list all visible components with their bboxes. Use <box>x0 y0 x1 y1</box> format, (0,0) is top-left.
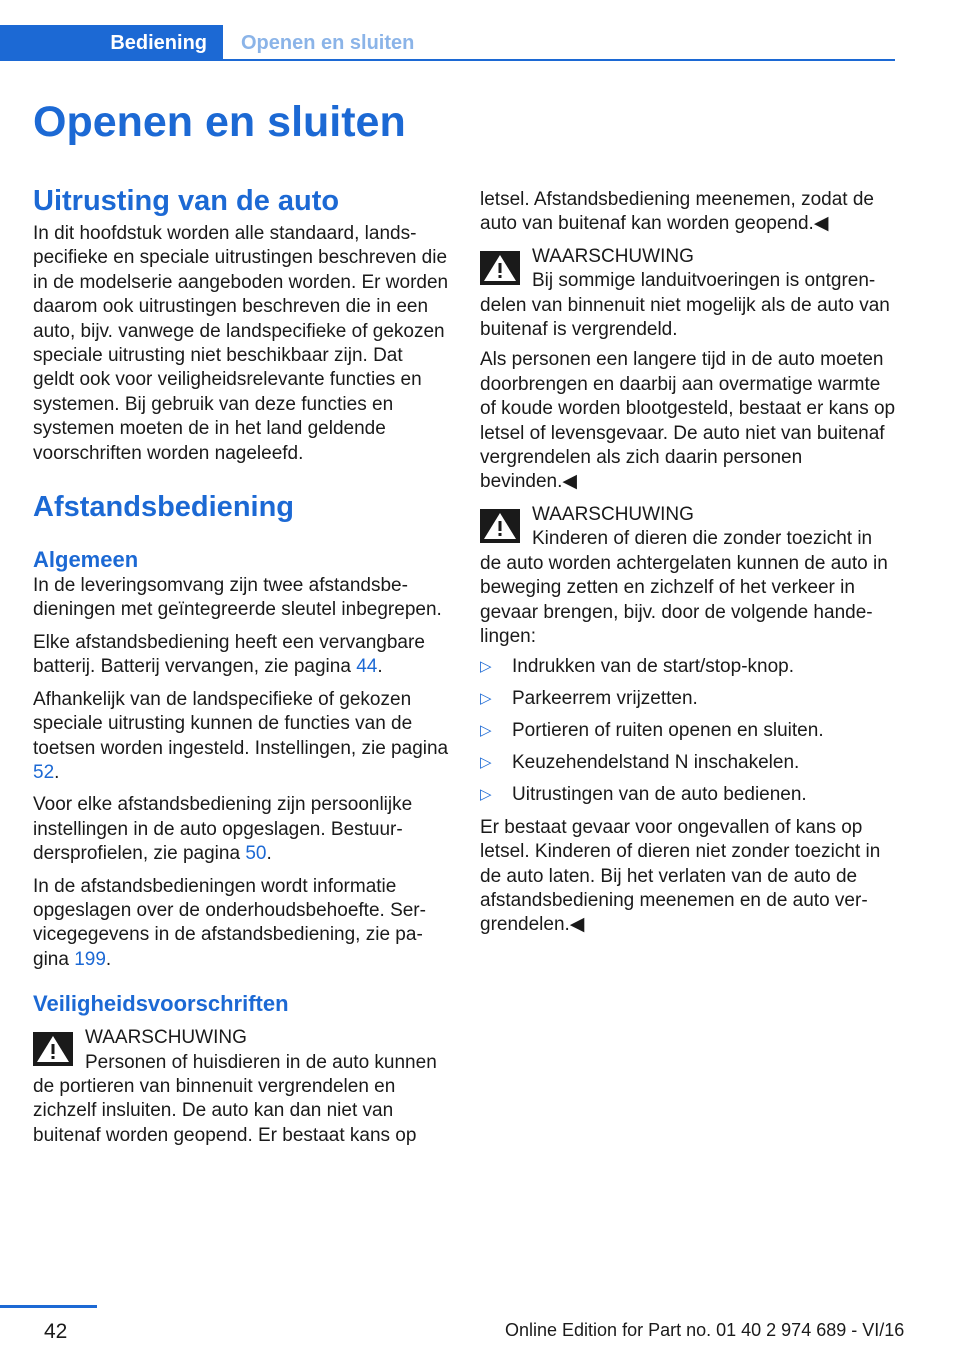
paragraph-continuation: letsel. Afstandsbediening meenemen, zodat de auto van buitenaf kan worden geopend.◀ <box>480 189 874 235</box>
warning-text: Bij sommige landuitvoeringen is ontgrendelen van binnenuit niet mogelijk als de auto van buitenaf is vergrendeld. <box>480 270 890 341</box>
header-tabbar <box>0 25 895 61</box>
page-link-52[interactable]: 52 <box>33 761 55 783</box>
page-link-50[interactable]: 50 <box>245 843 267 865</box>
page-number: 42 <box>44 1320 68 1343</box>
warning-heading: WAARSCHUWING <box>532 503 694 525</box>
text: . <box>377 656 383 678</box>
page-link-199[interactable]: 199 <box>74 948 106 970</box>
text: . <box>54 761 60 783</box>
paragraph-uitrusting: In dit hoofdstuk worden alle standaard, landspecifieke en speciale uitrustingen beschreven die in de modelserie aangeboden worden. Er worden daarom ook uitrustingen beschreven die in een auto, bijv. vanwege de landspecifieke of gekozen speciale uitrusting niet beschikbaar zijn. Dat geldt ook voor veiligheidsrelevante functies en systemen. Bij gebruik van deze functies en systemen moeten de in het land geldende voorschriften worden nageleefd. <box>33 223 449 464</box>
text: . <box>105 948 112 970</box>
subheading-algemeen: Algemeen <box>33 547 139 573</box>
triangle-bullet-icon: ▷ <box>480 690 492 708</box>
warning-block-1 <box>33 1026 449 1148</box>
list-item-text: Indrukken van de start/stop-knop. <box>512 656 794 678</box>
list-item-text: Uitrustingen van de auto bedienen. <box>512 784 807 806</box>
paragraph-closing: Er bestaat gevaar voor ongevallen of kans op letsel. Kinderen of dieren niet zonder toezicht in de auto laten. Bij het verlaten van de auto de afstandsbediening meenemen en de auto vergrendelen.◀ <box>480 816 881 936</box>
right-column <box>480 188 896 946</box>
paragraph-profielen <box>33 793 449 866</box>
warning-heading: WAARSCHUWING <box>85 1027 247 1049</box>
warning-triangle-icon <box>33 1032 73 1066</box>
list-item <box>480 719 896 743</box>
list-item-text: Portieren of ruiten openen en sluiten. <box>512 720 824 742</box>
list-item <box>480 751 896 775</box>
triangle-bullet-icon: ▷ <box>480 786 492 804</box>
page-title: Openen en sluiten <box>33 98 406 146</box>
list-item <box>480 783 896 807</box>
warning-block-2 <box>480 245 896 343</box>
header-rule <box>223 59 895 61</box>
paragraph-warmte: Als personen een langere tijd in de auto moeten doorbrengen en daarbij aan overmatige warmte of koude worden blootgesteld, bestaat er kans op letsel of levensgevaar. De auto niet van buitenaf vergrendelen als zich daarin personen bevinden.◀ <box>480 349 896 493</box>
list-item <box>480 655 896 679</box>
text: Elke afstandsbediening heeft een vervangbare batterij. Batterij vervangen, zie pagina <box>33 631 425 678</box>
tab-bediening-label: Bediening <box>110 31 207 54</box>
text: In de afstandsbedieningen wordt informatie opgeslagen over de onderhoudsbehoefte. Servicegegevens in de afstandsbediening, zie pagina <box>33 875 426 970</box>
edition-note: Online Edition for Part no. 01 40 2 974 689 - VI/16 <box>505 1320 905 1340</box>
triangle-bullet-icon: ▷ <box>480 722 492 740</box>
section-heading-uitrusting: Uitrusting van de auto <box>33 185 340 217</box>
warning-block-3 <box>480 503 896 649</box>
list-item-text: Parkeerrem vrijzetten. <box>512 688 698 710</box>
triangle-bullet-icon: ▷ <box>480 658 492 676</box>
warning-text: Personen of huisdieren in de auto kunnen de portieren van binnenuit vergrendelen en zichzelf insluiten. De auto kan dan niet van buitenaf worden geopend. Er bestaat kans op <box>33 1051 437 1146</box>
footer-rule <box>0 1305 97 1308</box>
subheading-veiligheid: Veiligheidsvoorschriften <box>33 991 289 1017</box>
paragraph-levering: In de leveringsomvang zijn twee afstandsbedieningen met geïntegreerde sleutel inbegrepen. <box>33 575 442 621</box>
warning-text: Kinderen of dieren die zonder toezicht in de auto worden achtergelaten kunnen de auto in beweging zetten en zichzelf of het verkeer in gevaar brengen, bijv. door de volgende handelingen: <box>480 528 888 647</box>
paragraph-onderhoud <box>33 875 449 973</box>
triangle-bullet-icon: ▷ <box>480 754 492 772</box>
tab-openen-en-sluiten[interactable] <box>241 25 414 61</box>
action-list <box>480 655 896 807</box>
section-heading-afstandsbediening: Afstandsbediening <box>33 491 295 524</box>
text: Afhankelijk van de landspecifieke of gekozen speciale uitrusting kunnen de functies van de toetsen worden ingesteld. Instellingen, zie pagina <box>33 688 449 759</box>
text: . <box>266 843 272 865</box>
warning-heading: WAARSCHUWING <box>532 245 694 267</box>
paragraph-instellingen <box>33 688 449 786</box>
tab-bediening[interactable] <box>0 25 223 61</box>
text: Voor elke afstandsbediening zijn persoonlijke instellingen in de auto opgeslagen. Bestuurdersprofielen, zie pagina <box>33 794 413 865</box>
tab-openen-label: Openen en sluiten <box>241 31 415 54</box>
page-link-44[interactable]: 44 <box>356 656 378 678</box>
left-column <box>33 182 449 1154</box>
list-item-text: Keuzehendelstand N inschakelen. <box>512 752 800 774</box>
warning-triangle-icon <box>480 251 520 285</box>
paragraph-batterij <box>33 631 449 680</box>
warning-triangle-icon <box>480 509 520 543</box>
list-item <box>480 687 896 711</box>
